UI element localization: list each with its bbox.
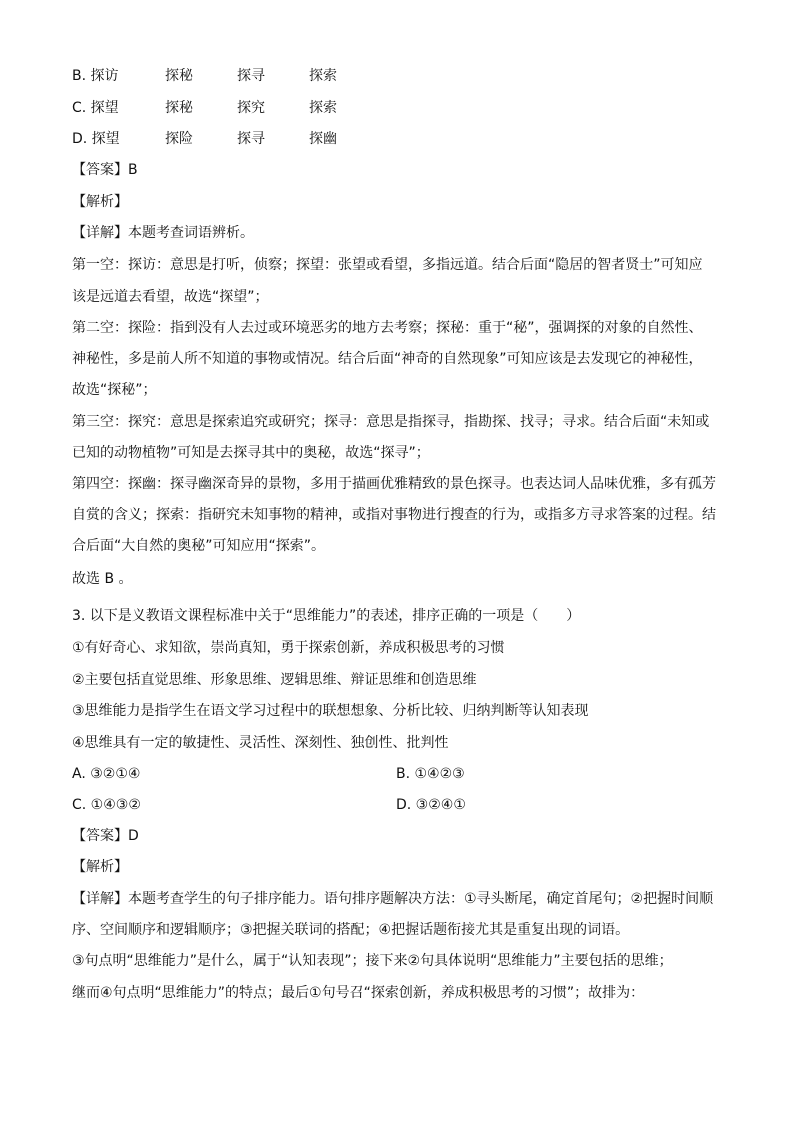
q2-answer: 【答案】B bbox=[72, 162, 138, 178]
option-label: C. 探望 bbox=[72, 100, 119, 116]
option-word-3: 探寻 bbox=[237, 131, 265, 147]
q3-item-4: ④思维具有一定的敏捷性、灵活性、深刻性、独创性、批判性 bbox=[72, 735, 449, 751]
q2-detail-line: 第三空：探究：意思是探索追究或研究；探寻：意思是指探寻，指勘探、找寻；寻求。结合后面“未知或 bbox=[72, 414, 710, 430]
option-word-2: 探险 bbox=[165, 131, 193, 147]
q3-option-c: C. ①④③② bbox=[72, 797, 141, 813]
q2-detail-line: 该是远道去看望，故选“探望”； bbox=[72, 289, 269, 305]
q2-detail-line: 自赏的含义；探索：指研究未知事物的精神，或指对事物进行搜查的行为，或指多方寻求答案的过程。结 bbox=[72, 507, 716, 523]
option-label: D. 探望 bbox=[72, 131, 120, 147]
q2-detail-line: 第一空：探访：意思是打听，侦察；探望：张望或看望，多指远道。结合后面“隐居的智者贤士”可知应 bbox=[72, 257, 703, 273]
q3-stem: 3. 以下是义教语文课程标准中关于“思维能力”的表述，排序正确的一项是（ ） bbox=[72, 608, 581, 624]
option-word-2: 探秘 bbox=[165, 100, 193, 116]
q3-item-1: ①有好奇心、求知欲，崇尚真知，勇于探索创新，养成积极思考的习惯 bbox=[72, 640, 505, 656]
q3-option-b: B. ①④②③ bbox=[396, 766, 465, 782]
q3-detail-line: 序、空间顺序和逻辑顺序；③把握关联词的搭配；④把握话题衔接尤其是重复出现的词语。 bbox=[72, 922, 630, 938]
option-word-3: 探寻 bbox=[237, 68, 265, 84]
q3-item-3: ③思维能力是指学生在语文学习过程中的联想想象、分析比较、归纳判断等认知表现 bbox=[72, 703, 589, 719]
q2-detail-line: 【详解】本题考查词语辨析。 bbox=[72, 225, 254, 241]
option-word-4: 探幽 bbox=[309, 131, 337, 147]
q2-detail-line: 已知的动物植物”可知是去探寻其中的奥秘，故选“探寻”； bbox=[72, 445, 430, 461]
q2-conclusion: 故选 B 。 bbox=[72, 571, 133, 587]
q3-option-a: A. ③②①④ bbox=[72, 766, 141, 782]
option-word-4: 探索 bbox=[309, 68, 337, 84]
q2-detail-line: 第二空：探险：指到没有人去过或环境恶劣的地方去考察；探秘：重于“秘”，强调探的对象的自然性、 bbox=[72, 320, 703, 336]
q2-detail-line: 神秘性，多是前人所不知道的事物或情况。结合后面“神奇的自然现象”可知应该是去发现它的神秘性， bbox=[72, 351, 703, 367]
q3-option-d: D. ③②④① bbox=[396, 797, 466, 813]
q3-detail-line: 【详解】本题考查学生的句子排序能力。语句排序题解决方法：①寻头断尾，确定首尾句；②把握时间顺 bbox=[72, 891, 714, 907]
option-word-2: 探秘 bbox=[165, 68, 193, 84]
q2-detail-line: 合后面“大自然的奥秘”可知应用“探索”。 bbox=[72, 538, 326, 554]
q3-detail-line: ③句点明“思维能力”是什么，属于“认知表现”；接下来②句具体说明“思维能力”主要包括的思维； bbox=[72, 953, 673, 969]
q2-analysis-title: 【解析】 bbox=[72, 194, 128, 210]
option-word-3: 探究 bbox=[237, 100, 265, 116]
q2-detail-line: 第四空：探幽：探寻幽深奇异的景物，多用于描画优雅精致的景色探寻。也表达词人品味优雅，多有孤芳 bbox=[72, 476, 716, 492]
option-label: B. 探访 bbox=[72, 68, 119, 84]
q3-answer: 【答案】D bbox=[72, 828, 139, 844]
q3-item-2: ②主要包括直觉思维、形象思维、逻辑思维、辩证思维和创造思维 bbox=[72, 672, 477, 688]
q3-analysis-title: 【解析】 bbox=[72, 859, 128, 875]
option-word-4: 探索 bbox=[309, 100, 337, 116]
q2-detail-line: 故选“探秘”； bbox=[72, 382, 157, 398]
q3-detail-line: 继而④句点明“思维能力”的特点；最后①句号召“探索创新，养成积极思考的习惯”；故排为： bbox=[72, 985, 645, 1001]
